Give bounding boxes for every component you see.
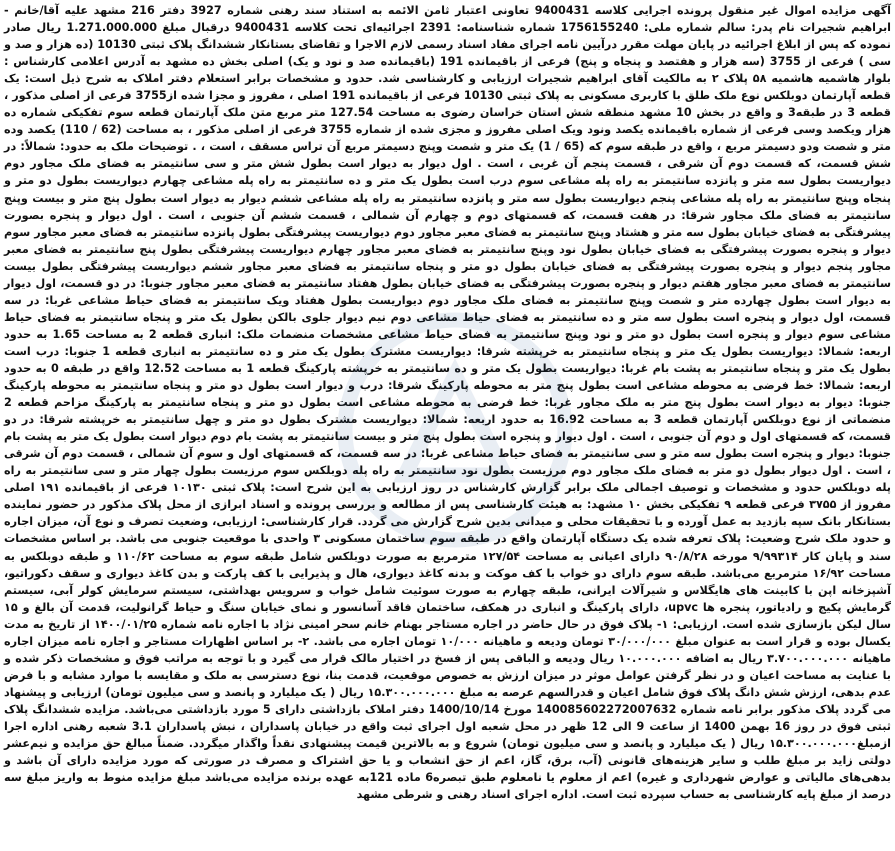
notice-body: تعاونی اعتبار ثامن الائمه به استناد سند رهنی شماره 3927 دفتر 216 مشهد علیه آقا/خانم - ابراهیم شجیرات نام پدر: سالم شماره ملی: 1756155240 شماره شناسنامه: 2391 اجرائیه‌ای تحت کلاسه 9400431 درقبال مبلغ 1.271.000.000 ریال صادر نموده که پس از ابلاغ اجرائیه در پایان مهلت مقرر درآیین نامه اجرای مفاد اسناد رسمی لازم الاجرا و تقاضای بستانکار ششدانگ پلاک ثبتی 10130 (ده هزار و صد و سی ) فرعی از 3755 (سه هزار و هفتصد و پنجاه و پنج) فرعی از باقیمانده 191 (باقیمانده صد و نود و یک) اصلی بخش ده مشهد به آدرس اعلامی کارشناس : بلوار هاشمیه هاشمیه ۵۸ پلاک ۲ به مالکیت آقای ابراهیم شجیرات ارزیابی و کارشناسی شد. حدود و مشخصات برابر استعلام دفتر املاک به شرح ذیل است: یک قطعه آپارتمان دوبلکس نوع ملک طلق با کاربری مسکونی به پلاک ثبتی 10130 فرعی از باقیمانده 191 اصلی ، مفروز و مجزا شده از3755 فرعی از اصلی مذکور ، قطعه 3 در طبقه3 و واقع در بخش 10 مشهد منطقه شش استان خراسان رضوی به مساحت 127.54 متر مربع متن ملک آپارتمان قطعه سوم تفکیکی شماره ده هزار ویکصد وسی فرعی از شماره باقیمانده یکصد ونود ویک اصلی مفروز و مجزی شده از شماره 3755 فرعی از اصلی مذکور ، به مساحت (62 / 110) یکصد وده متر و شصت ودو دسیمتر مربع ، واقع در طبقه سوم که (65 / 1) یک متر و شصت وپنج دسیمتر مربع آن تراس مسقف ، است ، . توضیحات ملک به حدود: شمالاً: در شش قسمت، که قسمت دوم آن شرقی ، قسمت پنجم آن غربی ، است . اول دیوار به دیوار است بطول شش متر و سی سانتیمتر به فضای ملک مجاور دوم دیواریست بطول سه متر و پانزده سانتیمتر به راه پله مشاعی سوم درب است بطول یک متر و ده سانتیمتر به راه پله مشاعی چهارم دیواریست بطول دو متر و پنجاه وپنج سانتیمتر به راه پله مشاعی پنجم دیواریست بطول سه متر و پانزده سانتیمتر به راه پله مشاعی ششم دیوار به دیوار است بطول پنج متر و بیست وپنج سانتیمتر به فضای ملک مجاور شرقا: در هفت قسمت، که قسمتهای دوم و چهارم آن شمالی ، قسمت ششم آن جنوبی ، است . اول دیوار و پنجره بصورت پیشرفتگی به فضای خیابان بطول سه متر و هشتاد وپنج سانتیمتر به فضای معبر مجاور دوم دیواریست پیشرفتگی بطول پانزده سانتیمتر به فضای معبر مجاور سوم دیوار و پنجره بصورت پیشرفتگی به فضای خیابان بطول نود وپنج سانتیمتر به فضای معبر مجاور چهارم دیواریست پیشرفتگی بطول پنج سانتیمتر به فضای معبر مجاور پنجم دیوار و پنجره بصورت پیشرفتگی به فضای خیابان بطول دو متر و پنجاه سانتیمتر به فضای معبر مجاور ششم دیواریست پیشرفتگی بطول بیست سانتیمتر به فضای معبر مجاور هفتم دیوار و پنجره بصورت پیشرفتگی به فضای خیابان بطول هفتاد سانتیمتر به فضای معبر مجاور جنوبا: در دو قسمت، اول دیوار به دیوار است بطول چهارده متر و شصت وپنج سانتیمتر به فضای ملک مجاور دوم دیواریست بطول هفتاد ویک سانتیمتر به فضای حیاط مشاعی غربا: در سه قسمت، اول دیوار و پنجره است بطول سه متر و ده سانتیمتر به فضای حیاط مشاعی دوم نیم دیوار جلوی بالکن بطول یک متر و پنجاه سانتیمتر به فضای حیاط مشاعی سوم دیوار و پنجره است بطول دو متر و نود وپنج سانتیمتر به فضای حیاط مشاعی مشخصات منضمات ملک: انباری قطعه 2 به مساحت 1.65 به حدود اربعه: شمالا: دیواریست بطول یک متر و پنجاه سانتیمتر به خرپشته شرقا: دیواریست مشترک بطول یک متر و ده سانتیمتر به انباری قطعه 1 جنوبا: درب است بطول یک متر و پنجاه سانتیمتر به پشت بام غربا: دیواریست بطول یک متر و ده سانتیمتر به خرپشته پارکینگ قطعه 1 به مساحت 12.52 واقع در طبقه 0 به حدود اربعه: شمالا: خط فرضی به محوطه مشاعی است بطول پنج متر به محوطه پارکینگ شرقا: درب و دیوار است بطول دو متر و پنجاه سانتیمتر به محوطه پارکینگ جنوبا: دیوار به دیوار است بطول پنج متر به ملک مجاور غربا: خط فرضی به محوطه مشاعی است بطول دو متر و پنجاه سانتیمتر به پارکینگ مزاحم قطعه 2 منضماتی از نوع دوبلکس آپارتمان قطعه 3 به مساحت 16.92 به حدود اربعه: شمالا: دیواریست مشترک بطول دو متر و چهل سانتیمتر به خرپشته شرقا: در دو قسمت، که قسمتهای اول و دوم آن جنوبی ، است . اول دیوار و پنجره است بطول پنج متر و بیست سانتیمتر به پشت بام دوم دیوار است بطول یک متر به پشت بام جنوبا: دیوار و پنجره است بطول سه متر و سی سانتیمتر به فضای حیاط مشاعی غربا: در سه قسمت، که قسمتهای اول و سوم آن شمالی ، قسمت دوم آن شرقی ، است . اول دیوار بطول دو متر به فضای ملک مجاور دوم مرزیست بطول نود سانتیمتر به راه پله دوبلکس سوم مرزیست بطول چهار متر و سی سانتیمتر به راه پله دوبلکس حدود و مشخصات و توصیف اجمالی ملک برابر گزارش کارشناس در روز ارزیابی به این شرح است: پلاک ثبتی ۱۰۱۳۰ فرعی از باقیمانده ۱۹۱ اصلی مفروز از ۳۷۵۵ فرعی قطعه ۹ تفکیکی بخش ۱۰ مشهد: به هیئت کارشناسی پس از مطالعه و بررسی پرونده و اسناد ابرازی از محل پلاک مذکور در حضور نماینده بستانکار بانک سپه بازدید به عمل آورده و با تحقیقات محلی و میدانی بدین شرح گزارش می گردد. قرار کارشناسی: ارزیابی، وضعیت تصرف و نوع آن، میزان اجاره و حدود ملک شرح وضعیت: پلاک تعرفه شده یک دستگاه آپارتمان واقع در طبقه سوم ساختمان مسکونی ۳ واحدی با موقعیت جنوبی می باشد. بر اساس مشخصات سند و پایان کار ۹/۹۹۳۱۴ مورخه ۹۰/۸/۲۸ دارای اعیانی به مساحت ۱۲۷/۵۴ مترمربع به صورت دوبلکس شامل طبقه سوم به مساحت ۱۱۰/۶۲ و طبقه دوبلکس به مساحت ۱۶/۹۲ مترمربع می‌باشد. طبقه سوم دارای دو خواب با کف موکت و بدنه کاغذ دیواری، هال و پذیرایی با کف پارکت و بدن کاغذ دیواری و سقف دکوراتیو، آشپزخانه اپن با کابینت های هایگلاس و شیرآلات ایرانی، طبقه چهارم به صورت سوئیت شامل خواب و سرویس بهداشتی، سیستم سرمایش کولر آبی، سیستم گرمایش پکیج و رادیاتور، پنجره ها upvc، دارای پارکینگ و انباری در همکف، ساختمان فاقد آسانسور و نمای خیابان سنگ و حیاط گرانولیت، قدمت آن بالغ و ۱۵ سال لیکن بازسازی شده است. ارزیابی: ۱- پلاک فوق در حال حاضر در اجاره مستاجر بهنام خانم سحر امینی نژاد با اجاره نامه شماره ۱۴۰۰/۰۱/۲۵ از تاریخ به مدت یکسال بوده و قرار است به عنوان مبلغ ۳۰/۰۰۰/۰۰۰ تومان ودیعه و ماهیانه ۱۰/۰۰۰ تومان اجاره می باشد. ۲- بر اساس اظهارات مستاجر و اجاره نامه میزان اجاره ماهیانه ۳.۷۰۰.۰۰۰.۰۰۰ ریال به اضافه ۱۰.۰۰۰.۰۰۰ ریال ودیعه و الباقی پس از فسخ در اختیار مالک قرار می گیرد و با توجه به مراتب فوق و مشخصات ذکر شده و با عنایت به مساحت اعیان و در نظر گرفتن عوامل موثر در میزان ارزش به خصوص موقعیت، قدمت بنا، نوع دسترسی به ملک و مقایسه با موارد مشابه و با فرض عدم بدهی، ارزش شش دانگ پلاک فوق شامل اعیان و قدرالسهم عرصه به مبلغ ۱۵.۳۰۰.۰۰۰.۰۰۰ ریال ( یک میلیارد و پانصد و سی میلیون تومان) ارزیابی و پیشنهاد می گردد پلاک مذکور برابر نامه شماره 140085602272007632 مورخ 1400/10/14 دفتر املاک بازداشتی دارای 5 مورد بازداشتی می‌باشد. مزایده ششدانگ پلاک ثبتی فوق در روز 16 بهمن 1400 از ساعت 9 الی 12 ظهر در محل شعبه اول اجرای ثبت واقع در خیابان پاسداران ، نبش پاسداران 3.1 شعبه رهنی اداره اجرا ازمبلغ۱۵.۳۰۰.۰۰۰.۰۰۰ ریال ( یک میلیارد و پانصد و سی میلیون تومان) شروع و به بالاترین قیمت پیشنهادی نقداً واگذار میگردد. ضمناً مبالغ حق مزایده و نیم‌عشر دولتی زاید بر مبلغ طلب و سایر هزینه‌های قانونی (آب، برق، گاز، اعم از حق انشعاب و یا حق اشتراک و مصرف در صورتی که مورد مزایده دارای آن باشد و بدهی‌های مالیاتی و عوارض شهرداری و غیره) اعم از معلوم یا نامعلوم طبق تبصره6 ماده 121به عهده برنده مزایده می‌باشد مبلغ مزایده منوط به واریز مبلغ سه درصد از مبلغ پایه کارشناسی به حساب سپرده ثبت است. اداره اجرای اسناد رهنی و شرطی مشهد [4, 4, 892, 802]
notice-title: آگهی مزایده اموال غیر منقول پرونده اجرایی کلاسه 9400431 [534, 4, 892, 17]
notice-paragraph [4, 2, 891, 803]
